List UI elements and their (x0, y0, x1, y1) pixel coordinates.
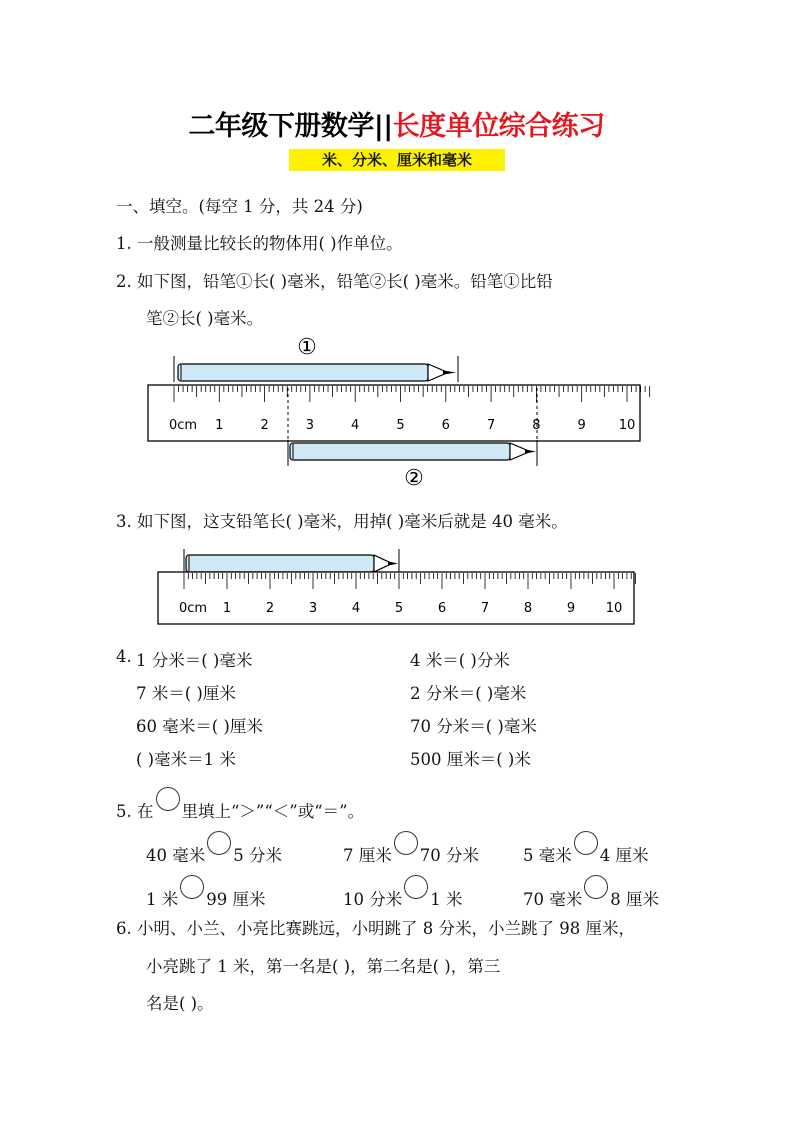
ruler-label: 2 (260, 418, 269, 433)
ruler-label: 1 (222, 601, 232, 616)
question-4-prefix: 4. (116, 647, 132, 666)
ruler-label: 0cm (179, 601, 208, 616)
compare-item (146, 875, 266, 910)
answer-circle[interactable] (574, 831, 598, 855)
ruler-2 (158, 572, 636, 624)
ruler-label: 6 (437, 601, 447, 616)
question-5-intro-start: 5. 在 (116, 802, 154, 821)
compare-left: 5 毫米 (523, 846, 572, 865)
compare-left: 70 毫米 (523, 890, 583, 909)
ruler-label: 7 (480, 601, 490, 616)
compare-left: 10 分米 (343, 890, 403, 909)
compare-item (343, 875, 463, 910)
compare-item (343, 831, 479, 866)
conversion-item: 7 米＝( )厘米 (136, 684, 236, 703)
compare-circle-icon (156, 787, 180, 811)
compare-left: 1 米 (146, 890, 179, 909)
compare-right: 4 厘米 (599, 846, 649, 865)
conversion-item: 2 分米＝( )毫米 (410, 684, 527, 703)
subtitle-banner: 米、分米、厘米和毫米 (289, 149, 505, 171)
compare-right: 8 厘米 (610, 890, 659, 909)
compare-right: 1 米 (430, 890, 463, 909)
pencil-3 (184, 549, 399, 575)
compare-item (523, 875, 659, 910)
ruler-label: 9 (566, 601, 576, 616)
ruler-label: 4 (351, 601, 361, 616)
ruler-label: 0cm (169, 418, 198, 433)
answer-circle[interactable] (584, 875, 608, 899)
question-6-line3: 名是( )。 (146, 994, 214, 1013)
conversion-item: 500 厘米＝( )米 (410, 750, 531, 769)
compare-right: 70 分米 (419, 846, 479, 865)
ruler-label: 8 (523, 601, 533, 616)
ruler-figure-1 (140, 330, 660, 490)
compare-right: 99 厘米 (206, 890, 266, 909)
ruler-label: 10 (605, 601, 623, 616)
ruler-label: 1 (215, 418, 224, 433)
ruler-1 (148, 385, 650, 441)
ruler-label: 5 (394, 601, 404, 616)
pencil-1-label: ① (297, 335, 317, 360)
answer-circle[interactable] (207, 831, 231, 855)
title-topic: 长度单位综合练习 (392, 111, 605, 142)
compare-left: 7 厘米 (343, 846, 392, 865)
ruler-label: 8 (532, 418, 541, 433)
question-3: 3. 如下图，这支铅笔长( )毫米，用掉( )毫米后就是 40 毫米。 (116, 512, 568, 531)
question-1: 1. 一般测量比较长的物体用( )作单位。 (116, 234, 403, 253)
question-5-intro-end: 里填上“＞”“＜”或“＝”。 (181, 802, 365, 821)
question-5-intro (116, 787, 364, 822)
ruler-figure-2 (150, 543, 650, 633)
compare-item (523, 831, 649, 866)
pencil-2 (288, 440, 537, 466)
conversion-item: 70 分米＝( )毫米 (410, 717, 537, 736)
question-2-line2: 笔②长( )毫米。 (146, 309, 264, 328)
conversion-item: 60 毫米＝( )厘米 (136, 717, 263, 736)
question-6-line2: 小亮跳了 1 米，第一名是( )，第二名是( )，第三 (146, 957, 501, 976)
answer-circle[interactable] (404, 875, 428, 899)
conversion-item: ( )毫米＝1 米 (136, 750, 236, 769)
ruler-label: 10 (618, 418, 636, 433)
ruler-label: 9 (577, 418, 586, 433)
compare-right: 5 分米 (233, 846, 282, 865)
ruler-label: 6 (441, 418, 450, 433)
conversion-item: 1 分米＝( )毫米 (136, 651, 253, 670)
ruler-label: 3 (305, 418, 315, 433)
question-2-line1: 2. 如下图，铅笔①长( )毫米，铅笔②长( )毫米。铅笔①比铅 (116, 272, 553, 291)
section-heading: 一、填空。(每空 1 分，共 24 分) (116, 197, 363, 216)
ruler-label: 4 (351, 418, 360, 433)
title-grade: 二年级下册数学|| (188, 111, 393, 142)
question-6-line1: 6. 小明、小兰、小亮比赛跳远，小明跳了 8 分米，小兰跳了 98 厘米， (116, 919, 635, 938)
compare-left: 40 毫米 (146, 846, 206, 865)
compare-item (146, 831, 282, 866)
answer-circle[interactable] (180, 875, 204, 899)
ruler-label: 5 (396, 418, 405, 433)
answer-circle[interactable] (394, 831, 418, 855)
ruler-label: 2 (265, 601, 275, 616)
page-title (0, 104, 793, 143)
conversion-item: 4 米＝( )分米 (410, 651, 510, 670)
ruler-label: 7 (486, 418, 496, 433)
pencil-2-label: ② (404, 466, 424, 490)
ruler-label: 3 (308, 601, 318, 616)
